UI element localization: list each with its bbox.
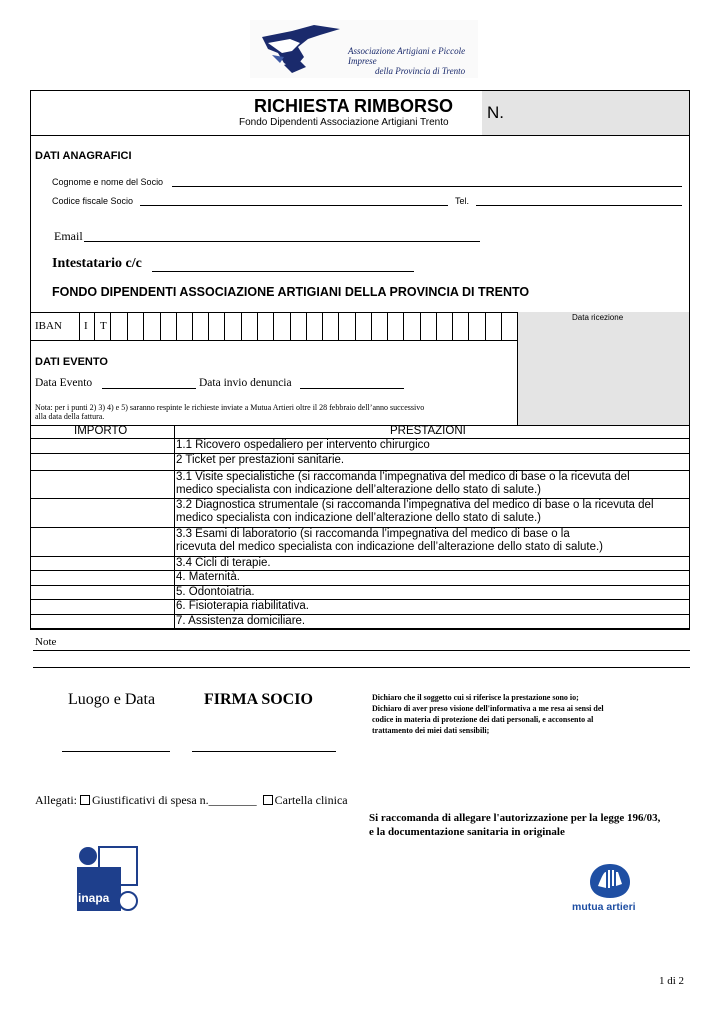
service-text: 3.3 Esami di laboratorio (si raccomanda l’impegnativa del medico di base o la [176,528,570,540]
receipt-box[interactable] [518,312,689,425]
table-row [176,528,603,554]
service-text: 3.1 Visite specialistiche (si raccomanda l’impegnativa del medico di base o la ricevuta del [176,471,630,483]
name-field[interactable] [172,186,682,187]
iban-cell-divider [176,313,177,340]
iban-cell-divider [355,313,356,340]
notes-line-2[interactable] [33,667,690,668]
amount-cell[interactable] [31,527,173,556]
report-date-field[interactable] [300,388,404,389]
declaration-line4: trattamento dei miei dati sensibili; [372,726,490,735]
iban-cell-divider [290,313,291,340]
inapa-logo [75,845,141,913]
amount-cell[interactable] [31,556,173,570]
declaration-line2: Dichiaro di aver preso visione dell'informativa a me resa ai sensi del [372,704,604,713]
iban-label: IBAN [35,320,62,332]
iban-cell-divider [306,313,307,340]
phone-field[interactable] [476,205,682,206]
iban-cell-divider [241,313,242,340]
table-row [176,557,271,570]
iban-cell-divider [387,313,388,340]
service-text: 3.2 Diagnostica strumentale (si raccomanda l’impegnativa del medico di base o la ricevuta del [176,499,654,511]
event-note [35,403,424,421]
table-row [176,499,654,525]
iban-country-2: T [100,320,107,332]
email-field[interactable] [84,241,480,242]
service-text: 1.1 Ricovero ospedaliero per intervento chirurgico [176,439,430,451]
table-row [176,586,255,599]
col-header-services: PRESTAZIONI [390,425,466,437]
iban-cell-divider [436,313,437,340]
place-date-label: Luogo e Data [68,691,156,708]
phone-label: Tel. [455,196,470,206]
iban-cell-divider [322,313,323,340]
iban-cell-divider [371,313,372,340]
amount-cell[interactable] [31,599,173,614]
receipts-checkbox[interactable] [80,795,90,805]
event-date-field[interactable] [102,388,196,389]
email-label: Email [54,229,83,243]
form-title: RICHIESTA RIMBORSO [254,96,454,116]
declaration-line3: codice in materia di protezione dei dati personali, e acconsento al [372,715,594,724]
divider [30,425,690,426]
iban-cell-divider [79,313,80,340]
amount-cell[interactable] [31,570,173,585]
service-text: 5. Odontoiatria. [176,586,255,598]
table-row [176,600,309,613]
iban-cell-divider [224,313,225,340]
eagle-icon [254,23,344,75]
amount-cell[interactable] [31,585,173,599]
name-label: Cognome e nome del Socio [52,177,164,187]
recommendation [369,811,660,839]
service-text-cont: ricevuta del medico specialista con indicazione dell’alterazione dello stato di salute.) [176,541,604,553]
event-date-label: Data Evento [35,377,93,389]
place-date-field[interactable] [62,751,170,752]
attachments [35,793,348,808]
iban-cell-divider [257,313,258,340]
service-text: 4. Maternità. [176,571,240,583]
section-heading-evento: DATI EVENTO [35,356,108,368]
page-number: 1 di 2 [659,975,685,987]
divider [517,312,518,426]
service-text-cont: medico specialista con indicazione dell’alterazione dello stato di salute.) [176,512,542,524]
table-row [176,471,630,497]
divider [30,135,690,136]
signature-field[interactable] [192,751,336,752]
service-text: 3.4 Cicli di terapie. [176,557,271,569]
iban-cell-divider [110,313,111,340]
notes-line-1[interactable] [33,650,690,651]
receipts-label: Giustificativi di spesa n.________ [92,793,257,807]
amount-cell[interactable] [31,438,173,453]
service-text-cont: medico specialista con indicazione dell’alterazione dello stato di salute.) [176,484,542,496]
amount-cell[interactable] [31,470,173,498]
iban-country-1: I [84,320,88,332]
event-note-line1: Nota: per i punti 2) 3) 4) e 5) saranno respinte le richieste inviate a Mutua Artieri oltre il 28 febbraio dell’anno successivo [35,403,425,412]
amount-cell[interactable] [31,614,173,629]
table-row [176,615,305,628]
mutua-logo-text: mutua artieri [572,901,636,913]
clinical-record-label: Cartella clinica [274,793,348,807]
amount-cell[interactable] [31,453,173,470]
iban-cell-divider [143,313,144,340]
recommendation-line1: Si raccomanda di allegare l'autorizzazione per la legge 196/03, [369,812,661,824]
fund-name: FONDO DIPENDENTI ASSOCIAZIONE ARTIGIANI DELLA PROVINCIA DI TRENTO [52,285,530,299]
table-row [176,439,430,452]
tax-code-label: Codice fiscale Socio [52,196,134,206]
iban-cell-divider [208,313,209,340]
iban-cell-divider [501,313,502,340]
service-text: 2 Ticket per prestazioni sanitarie. [176,454,345,466]
mutua-artieri-logo [572,862,652,916]
tax-code-field[interactable] [140,205,448,206]
iban-cell-divider [468,313,469,340]
attachments-label: Allegati: [35,793,77,807]
iban-cell-divider [403,313,404,340]
report-date-label: Data invio denuncia [199,377,292,389]
org-name-line2: della Provincia di Trento [375,66,466,76]
account-holder-label: Intestatario c/c [52,256,142,271]
iban-cell-divider [127,313,128,340]
iban-cell-divider [452,313,453,340]
service-text: 6. Fisioterapia riabilitativa. [176,600,309,612]
table-row [176,454,344,467]
number-label: N. [487,103,504,122]
privacy-declaration [372,692,689,736]
iban-cell-divider [273,313,274,340]
association-logo [250,20,478,78]
form-subtitle: Fondo Dipendenti Associazione Artigiani Trento [239,117,449,128]
inapa-logo-text: inapa [78,891,110,905]
org-name-line1: Associazione Artigiani e Piccole Imprese [348,46,466,66]
iban-cell-divider [338,313,339,340]
iban-cell-divider [94,313,95,340]
table-row [176,571,240,584]
iban-cell-divider [160,313,161,340]
notes-label: Note [35,636,57,648]
clinical-record-checkbox[interactable] [263,795,273,805]
col-header-amount: IMPORTO [74,425,128,437]
declaration-line1: Dichiaro che il soggetto cui si riferisce la prestazione sono io; [372,693,579,702]
received-date-label: Data ricezione [572,313,624,322]
iban-cell-divider [192,313,193,340]
account-holder-field[interactable] [152,271,414,272]
number-box[interactable] [482,91,689,135]
iban-cell-divider [485,313,486,340]
signature-label: FIRMA SOCIO [204,691,313,708]
service-text: 7. Assistenza domiciliare. [176,615,306,627]
event-note-line2: alla data della fattura. [35,412,105,421]
recommendation-line2: e la documentazione sanitaria in originale [369,826,565,838]
hands-icon [588,862,632,900]
section-heading-anagrafici: DATI ANAGRAFICI [35,150,132,162]
divider [30,340,518,341]
iban-cell-divider [420,313,421,340]
amount-cell[interactable] [31,498,173,527]
row-divider [30,629,690,630]
